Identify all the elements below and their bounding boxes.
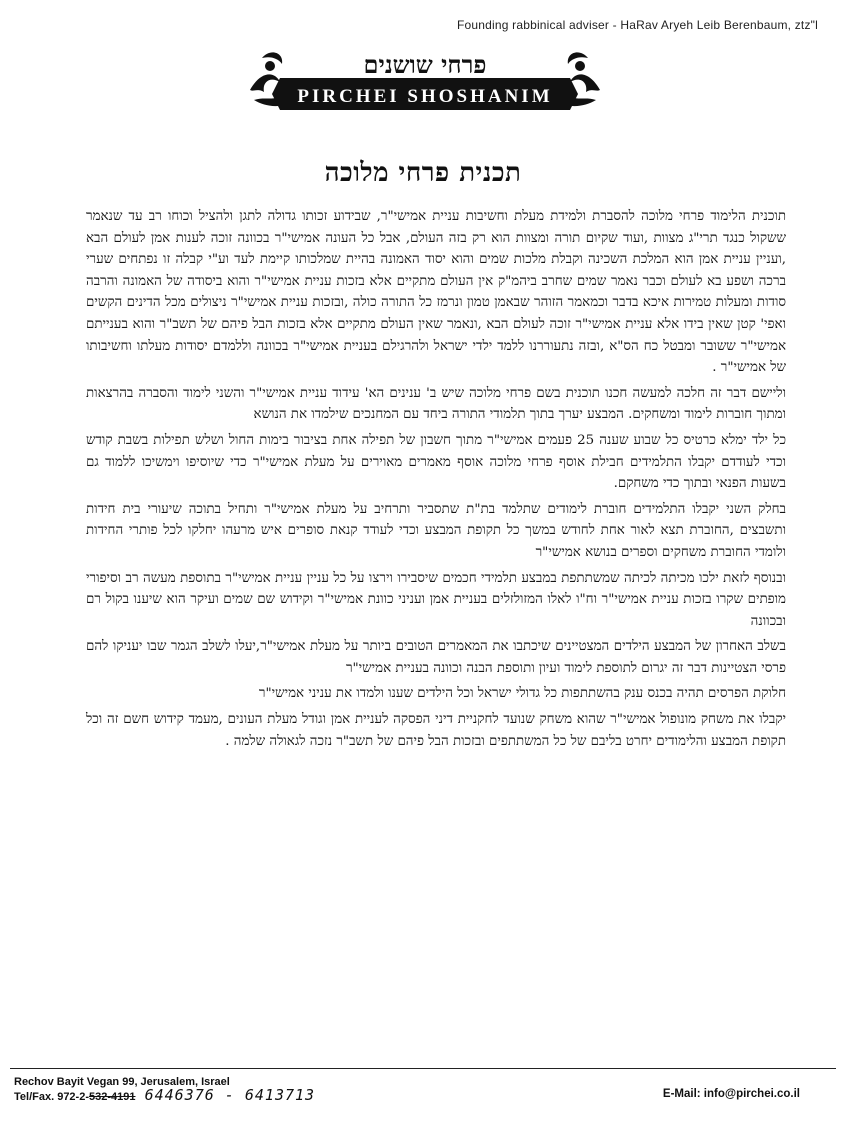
- logo-latin-text: PIRCHEI SHOSHANIM: [297, 86, 553, 107]
- footer-address: Rechov Bayit Vegan 99, Jerusalem, Israel: [14, 1076, 230, 1088]
- document-title: תכנית פרחי מלוכה: [324, 158, 522, 188]
- body-paragraph: כל ילד ימלא כרטיס כל שבוע שענה 25 פעמים אמישי"ר מתוך חשבון של תפילה אחת בציבור בימות החול ושלש תפילות בשבת קודש וכדי לעודדם יקבלו התלמידים חבילת אוסף פרחי מלוכה אוסף מאמרים מאוירים על מעלת אמישי"ר כדי שיוסיפו וימשיכו ללמוד גם בשעות הפנאי ובתוך כדי משחקם.: [86, 432, 786, 492]
- pirchei-shoshanim-logo: [240, 42, 610, 112]
- telfax-handwritten-numbers: 6446376 - 6413713: [144, 1086, 316, 1104]
- footer-email: E-Mail: info@pirchei.co.il: [662, 1088, 800, 1100]
- body-paragraph: יקבלו את משחק מונופול אמישי"ר שהוא משחק שנועד לחקניית דיני הפסקה לעניית אמן וגודל מעלת העונים ,מעמד קידוש חשם זה וכל תקופת המבצע והלימודים יחרט בליבם של כל המשתתפים ובזכות הבל פיהם של תשב"ר נזכה לגאולה שלמה .: [86, 712, 786, 749]
- body-paragraph: חלוקת הפרסים תהיה בכנס ענק בהשתתפות כל גדולי ישראל וכל הילדים שענו ולמדו את עניני אמישי"ר: [258, 686, 786, 702]
- body-paragraph: תוכנית הלימוד פרחי מלוכה להסברת ולמידת מעלת וחשיבות עניית אמישי"ר, שבידוע זכותו גדולה לתגן ולהציל וכוחו רב עד שנאמר ששקול כנגד תרי"ג מצוות ,ועוד שקיום תורה ומצוות הוא רק בזה העולם, אבל כל העונה אמישי"ר בכוונה זוכה לענות אמן לעולם הבא ,ועניין עניית אמן הוא המלכת השכינה וקבלת מלכות שמים והוא יסוד האמונה בהיית שמלכותו קיימת לעד וע"י קבלה זו נפתחים שערי ברכה ושפע בא לעולם וכבר נאמר שמים שחרב ביהמ"ק אין העולם מתקיים אלא בזכות עניית אמישי"ר והוא ביסודה של האמונה והרבה סודות ומעלות טמירות איכא בדבר וכמאמר הזוהר שבאמן טמון ונרמז כל התורה כולה ,ובזכות עניית אמישי"ר ניצולים מכל הדינים הקשים ואפי' קטן שאין בידו אלא עניית אמישי"ר זוכה לעולם הבא ,ונאמר שאין העולם מתקיים אלא בזכות הבל פיהם של תשב"ר והוא בענייתם אמישי"ר ששובר ומבטל כח הס"א ,ובזה נתעוררנו ללמד ילדי ישראל ולהרגילם בעניית אמישי"ר בכוונה וללמדם יסודות מעלתו וחשיבותו של אמישי"ר .: [86, 209, 786, 376]
- logo-hebrew-text: פרחי שושנים: [363, 50, 487, 79]
- founding-adviser-line: Founding rabbinical adviser - HaRav Aryeh Leib Berenbaum, ztz"l: [456, 18, 818, 32]
- document-body: [86, 206, 786, 756]
- footer-address-block: [14, 1076, 315, 1104]
- body-paragraph: וליישם דבר זה חלכה למעשה חכנו תוכנית בשם פרחי מלוכה שיש ב' ענינים הא' עידוד עניית אמישי"ר והשני לימוד והסברה בהרצאות ומתוך חוברות לימוד ומשחקים. המבצע יערך בתוך תלמודי התורה ביחד עם המחנכים שילמדו את הנושא: [86, 385, 786, 423]
- footer-divider: [10, 1068, 836, 1069]
- telfax-label: Tel/Fax. 972-2-: [14, 1091, 89, 1103]
- logo-graphic: [240, 42, 610, 112]
- telfax-struck-number: 532-4191: [89, 1091, 136, 1103]
- body-paragraph: ובנוסף לזאת ילכו מכיתה לכיתה שמשתתפת במבצע תלמידי חכמים שיסבירו וירצו על כל עניין עניית אמישי"ר בתוספת מעשה רב וסיפורי מופתים שקרו בזכות עניית אמישי"ר וח"ו לאלו המזולזלים בעניית אמן ועניני כוונת אמישי"ר וקידוש שם שמים ועיקר הוא שיענו בקול רם ובכוונה: [86, 570, 786, 629]
- body-paragraph: בחלק השני יקבלו התלמידים חוברת לימודים שתלמד בת"ת שתסביר ותרחיב על מעלת אמישי"ר ותחיל בתוכה שיעורי בית חידות ותשבצים ,החוברת תצא לאור אחת לחודש במשך כל תקופת המבצע וכדי לעודד קנאת סופרים איש מרעהו יחלקו לכל פותרי החידות ולומדי החוברת משחקים וספרים בנושא אמישי"ר: [86, 501, 786, 560]
- footer-telfax: [14, 1086, 316, 1104]
- body-paragraph: בשלב האחרון של המבצע הילדים המצטיינים שיכתבו את המאמרים הטובים ביותר על מעלת אמישי"ר,יעלו לשלב הגמר שבו יעניקו להם פרסי הצטיינות דבר זה יגרום לתוספת לימוד ועיון ותוספת הבנה וכוונה בעניית אמישי"ר: [86, 639, 786, 676]
